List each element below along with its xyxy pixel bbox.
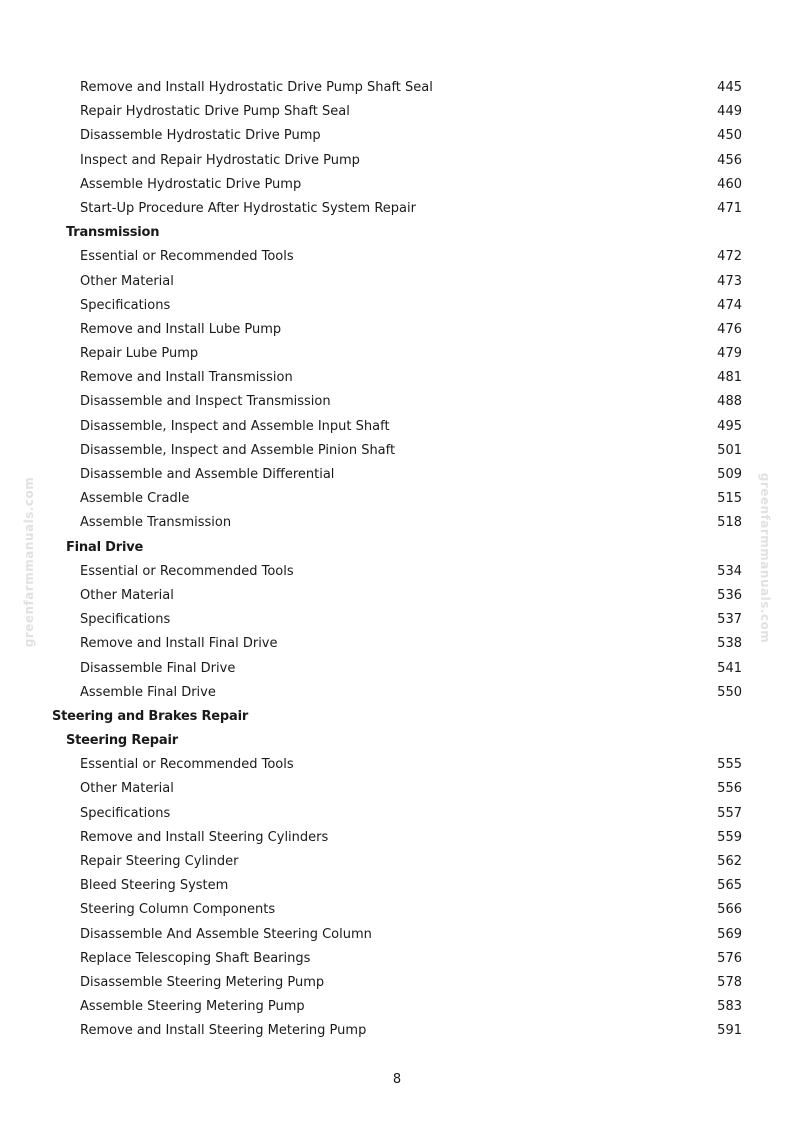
toc-entry-title: Disassemble and Assemble Differential	[80, 467, 335, 482]
toc-entry-title: Steering Column Components	[80, 902, 276, 918]
toc-entry-title: Disassemble and Inspect Transmission	[80, 394, 331, 410]
toc-entry-title: Start-Up Procedure After Hydrostatic System Repair	[80, 200, 416, 216]
toc-entry-title: Disassemble Hydrostatic Drive Pump	[80, 128, 321, 144]
toc-entry[interactable]	[0, 173, 794, 197]
toc-entry-title: Assemble Transmission	[80, 515, 232, 531]
toc-section-heading	[0, 221, 794, 245]
toc-entry-title: Specifications	[80, 612, 171, 628]
toc-entry[interactable]	[0, 923, 794, 947]
toc-entry[interactable]	[0, 777, 794, 801]
toc-entry[interactable]	[0, 947, 794, 971]
toc-section-heading	[0, 729, 794, 753]
toc-entry-page: 518	[717, 515, 742, 531]
toc-entry-page: 450	[717, 128, 742, 144]
toc-entry[interactable]	[0, 632, 794, 656]
toc-entry-title: Specifications	[80, 805, 171, 821]
toc-entry-title: Steering and Brakes Repair	[52, 708, 249, 724]
toc-entry-page: 456	[717, 152, 742, 168]
toc-entry-page: 476	[717, 321, 742, 337]
page-number: 8	[392, 1072, 402, 1087]
toc-entry[interactable]	[0, 318, 794, 342]
toc-entry-title: Steering Repair	[66, 733, 178, 749]
toc-entry-title: Essential or Recommended Tools	[80, 563, 294, 579]
toc-entry[interactable]	[0, 76, 794, 100]
toc-entry-title: Bleed Steering System	[80, 878, 229, 894]
toc-entry-title: Remove and Install Steering Cylinders	[80, 829, 329, 845]
toc-entry[interactable]	[0, 995, 794, 1019]
toc-entry[interactable]	[0, 657, 794, 681]
toc-entry-title: Specifications	[80, 297, 171, 313]
toc-entry-title: Disassemble, Inspect and Assemble Pinion Shaft	[80, 442, 396, 458]
toc-entry-page: 471	[717, 200, 742, 216]
toc-entry-page: 479	[717, 346, 742, 362]
toc-entry-title: Other Material	[80, 781, 174, 797]
toc-entry[interactable]	[0, 584, 794, 608]
toc-entry-page: 559	[717, 829, 742, 845]
toc-entry[interactable]	[0, 971, 794, 995]
table-of-contents	[0, 76, 794, 1044]
toc-entry-page: 481	[717, 370, 742, 386]
toc-entry-page: 555	[717, 757, 742, 773]
toc-entry[interactable]	[0, 415, 794, 439]
toc-entry-page: 537	[717, 612, 742, 628]
toc-entry-title: Transmission	[66, 225, 160, 241]
toc-entry-title: Final Drive	[66, 539, 144, 555]
toc-entry-page: 495	[717, 418, 742, 434]
toc-entry-title: Assemble Final Drive	[80, 684, 216, 700]
toc-entry-page: 583	[717, 999, 742, 1015]
toc-entry-title: Inspect and Repair Hydrostatic Drive Pump	[80, 152, 360, 168]
toc-entry[interactable]	[0, 390, 794, 414]
toc-entry-page: 474	[717, 297, 742, 313]
toc-entry-page: 557	[717, 805, 742, 821]
toc-entry-title: Remove and Install Lube Pump	[80, 321, 282, 337]
toc-entry-title: Repair Steering Cylinder	[80, 854, 239, 869]
toc-entry-page: 472	[717, 249, 742, 265]
toc-entry-page: 501	[717, 442, 742, 458]
toc-entry[interactable]	[0, 898, 794, 922]
toc-entry-page: 566	[717, 902, 742, 918]
toc-entry-page: 550	[717, 684, 742, 700]
toc-entry[interactable]	[0, 342, 794, 366]
toc-entry[interactable]	[0, 826, 794, 850]
toc-entry[interactable]	[0, 874, 794, 898]
toc-entry[interactable]	[0, 511, 794, 535]
toc-entry[interactable]	[0, 1019, 794, 1043]
toc-entry[interactable]	[0, 100, 794, 124]
toc-entry-title: Other Material	[80, 587, 174, 603]
toc-entry-page: 488	[717, 394, 742, 410]
toc-entry-title: Disassemble Final Drive	[80, 660, 236, 676]
toc-entry-page: 541	[717, 660, 742, 676]
toc-entry-title: Essential or Recommended Tools	[80, 249, 294, 265]
toc-entry[interactable]	[0, 753, 794, 777]
toc-entry-page: 536	[717, 587, 742, 603]
toc-entry-title: Repair Hydrostatic Drive Pump Shaft Seal	[80, 104, 350, 120]
toc-entry-page: 509	[717, 467, 742, 482]
toc-entry-title: Remove and Install Transmission	[80, 370, 293, 386]
toc-entry-page: 562	[717, 854, 742, 869]
toc-entry-title: Remove and Install Final Drive	[80, 636, 278, 652]
toc-entry-title: Remove and Install Hydrostatic Drive Pump Shaft Seal	[80, 80, 433, 95]
toc-entry-title: Replace Telescoping Shaft Bearings	[80, 950, 311, 966]
toc-entry-page: 578	[717, 974, 742, 990]
toc-entry-page: 591	[717, 1023, 742, 1039]
toc-entry-page: 473	[717, 273, 742, 289]
toc-entry-title: Disassemble And Assemble Steering Column	[80, 926, 372, 942]
toc-entry[interactable]	[0, 802, 794, 826]
toc-entry-title: Disassemble Steering Metering Pump	[80, 974, 325, 990]
toc-entry-page: 460	[717, 176, 742, 192]
toc-entry[interactable]	[0, 487, 794, 511]
toc-section-heading	[0, 705, 794, 729]
toc-entry[interactable]	[0, 366, 794, 390]
toc-entry[interactable]	[0, 149, 794, 173]
toc-entry-page: 569	[717, 926, 742, 942]
toc-entry-page: 515	[717, 491, 742, 507]
toc-entry-page: 538	[717, 636, 742, 652]
toc-entry[interactable]	[0, 608, 794, 632]
toc-entry-page: 445	[717, 80, 742, 95]
toc-entry-title: Remove and Install Steering Metering Pump	[80, 1023, 367, 1039]
toc-entry[interactable]	[0, 463, 794, 487]
toc-entry[interactable]	[0, 197, 794, 221]
toc-entry-title: Essential or Recommended Tools	[80, 757, 294, 773]
toc-entry[interactable]	[0, 439, 794, 463]
watermark-right: greenfarmmanuals.com	[758, 472, 772, 644]
watermark-left: greenfarmmanuals.com	[22, 476, 36, 648]
toc-entry-title: Assemble Steering Metering Pump	[80, 999, 305, 1015]
toc-entry[interactable]	[0, 560, 794, 584]
toc-entry-page: 556	[717, 781, 742, 797]
toc-entry[interactable]	[0, 681, 794, 705]
toc-entry-page: 576	[717, 950, 742, 966]
toc-entry-title: Assemble Cradle	[80, 491, 190, 507]
toc-section-heading	[0, 536, 794, 560]
toc-entry[interactable]	[0, 294, 794, 318]
toc-entry-page: 449	[717, 104, 742, 120]
toc-entry-title: Other Material	[80, 273, 174, 289]
toc-entry-page: 565	[717, 878, 742, 894]
toc-entry[interactable]	[0, 270, 794, 294]
toc-entry[interactable]	[0, 850, 794, 874]
toc-entry[interactable]	[0, 124, 794, 148]
toc-entry-page: 534	[717, 563, 742, 579]
toc-entry-title: Assemble Hydrostatic Drive Pump	[80, 176, 302, 192]
toc-entry-title: Disassemble, Inspect and Assemble Input Shaft	[80, 418, 390, 434]
toc-entry[interactable]	[0, 245, 794, 269]
toc-entry-title: Repair Lube Pump	[80, 346, 199, 362]
